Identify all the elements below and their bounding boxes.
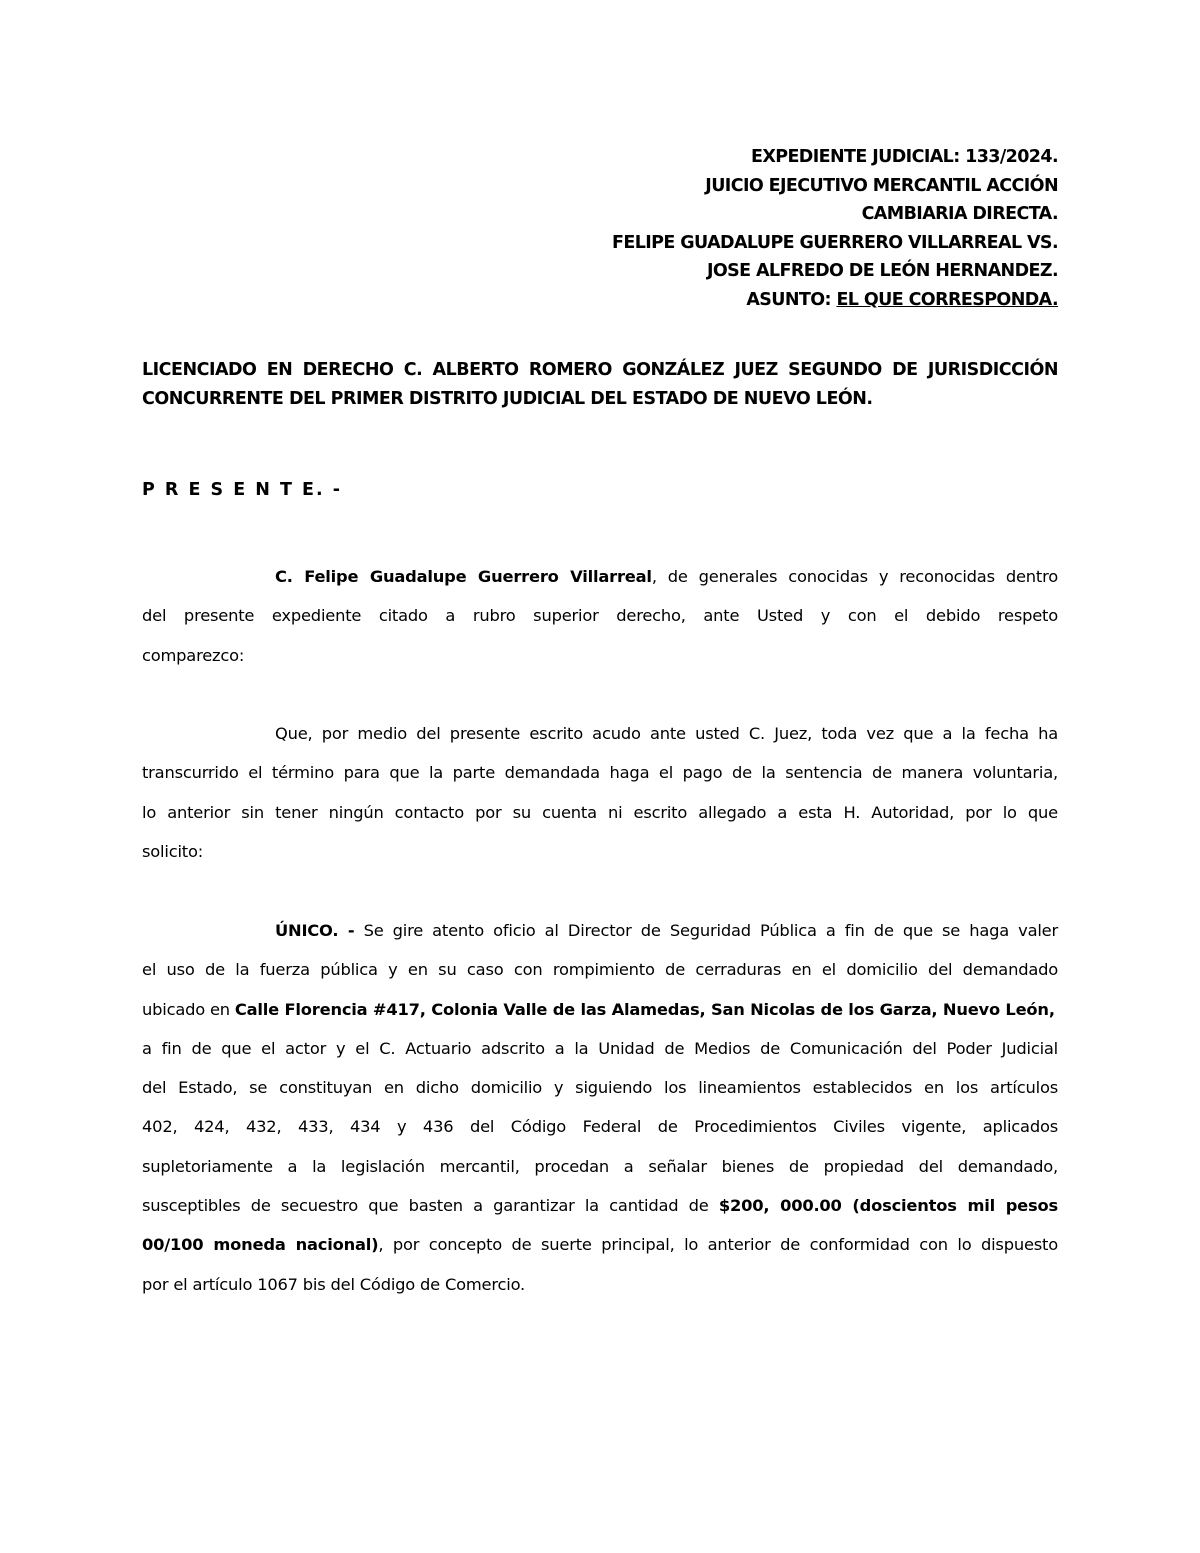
paragraph-1-line-1-text: , de generales conocidas y reconocidas dentro xyxy=(651,567,1058,586)
unico-label: ÚNICO. - xyxy=(275,921,355,940)
paragraph-1-line-1 xyxy=(142,557,1058,596)
paragraph-2-line-2: transcurrido el término para que la parte demandada haga el pago de la sentencia de manera voluntaria, xyxy=(142,763,1058,783)
trial-type-line-2: CAMBIARIA DIRECTA. xyxy=(861,204,1058,224)
subject-line xyxy=(500,286,1058,315)
paragraph-2-line-3: lo anterior sin tener ningún contacto por su cuenta ni escrito allegado a esta H. Autoridad, por lo que xyxy=(142,802,1058,822)
paragraph-3-line-1-text: Se gire atento oficio al Director de Seguridad Pública a fin de que se haga valer xyxy=(354,921,1058,940)
amount-words: 00/100 moneda nacional) xyxy=(142,1235,379,1255)
addressee-line-2: CONCURRENTE DEL PRIMER DISTRITO JUDICIAL DEL ESTADO DE NUEVO LEÓN. xyxy=(142,389,873,409)
parties-line-2: JOSE ALFREDO DE LEÓN HERNANDEZ. xyxy=(706,261,1058,281)
paragraph-3-line-3 xyxy=(142,990,1058,1029)
trial-type-line-1: JUICIO EJECUTIVO MERCANTIL ACCIÓN xyxy=(705,175,1058,196)
defendant-address: Calle Florencia #417, Colonia Valle de las Alamedas, San Nicolas de los Garza, Nuevo León xyxy=(234,999,1049,1019)
amount-figure: $200, 000.00 (doscientos mil pesos xyxy=(718,1196,1058,1216)
paragraph-3-line-3-pre: ubicado en xyxy=(142,999,235,1019)
paragraph-appearance xyxy=(142,557,1058,675)
paragraph-3-line-9-rest: , por concepto de suerte principal, lo anterior de conformidad con lo dispuesto xyxy=(378,1235,1058,1255)
paragraph-3-line-4: a fin de que el actor y el C. Actuario adscrito a la Unidad de Medios de Comunicación del Poder Judicial xyxy=(142,1038,1058,1058)
paragraph-3-line-7: supletoriamente a la legislación mercantil, procedan a señalar bienes de propiedad del demandado, xyxy=(142,1156,1058,1176)
case-number: EXPEDIENTE JUDICIAL: 133/2024. xyxy=(750,147,1058,167)
paragraph-2-line-4: solicito: xyxy=(142,841,203,861)
addressee-line-1: LICENCIADO EN DERECHO C. ALBERTO ROMERO GONZÁLEZ JUEZ SEGUNDO DE JURISDICCIÓN xyxy=(142,360,1058,380)
parties-line-1: FELIPE GUADALUPE GUERRERO VILLARREAL VS. xyxy=(612,232,1058,253)
paragraph-3-line-10: por el artículo 1067 bis del Código de Comercio. xyxy=(142,1274,526,1294)
paragraph-2-line-1: Que, por medio del presente escrito acudo ante usted C. Juez, toda vez que a la fecha ha xyxy=(275,724,1058,743)
paragraph-3-line-1 xyxy=(142,911,1058,950)
paragraph-3-line-8 xyxy=(142,1186,1058,1225)
subject-label: ASUNTO: xyxy=(746,289,837,310)
addressee-block xyxy=(142,356,1058,414)
case-header xyxy=(500,143,1058,314)
subject-value: EL QUE CORRESPONDA. xyxy=(836,289,1058,310)
paragraph-petition xyxy=(142,911,1058,1304)
paragraph-request xyxy=(142,714,1058,871)
paragraph-3-line-9 xyxy=(142,1225,1058,1264)
paragraph-3-line-2: el uso de la fuerza pública y en su caso con rompimiento de cerraduras en el domicilio del demandado xyxy=(142,960,1058,980)
paragraph-1-line-2: del presente expediente citado a rubro superior derecho, ante Usted y con el debido respeto xyxy=(142,606,1058,626)
paragraph-3-line-8-pre: susceptibles de secuestro que basten a garantizar la cantidad de xyxy=(142,1196,719,1216)
plaintiff-name: C. Felipe Guadalupe Guerrero Villarreal xyxy=(275,567,652,586)
presente-heading: P R E S E N T E. - xyxy=(142,480,343,500)
paragraph-1-line-3: comparezco: xyxy=(142,645,245,665)
paragraph-3-line-3-post: , xyxy=(1048,999,1055,1019)
paragraph-3-line-5: del Estado, se constituyan en dicho domicilio y siguiendo los lineamientos establecidos en los artículos xyxy=(142,1078,1058,1098)
paragraph-3-line-6: 402, 424, 432, 433, 434 y 436 del Código Federal de Procedimientos Civiles vigente, aplicados xyxy=(142,1117,1058,1137)
